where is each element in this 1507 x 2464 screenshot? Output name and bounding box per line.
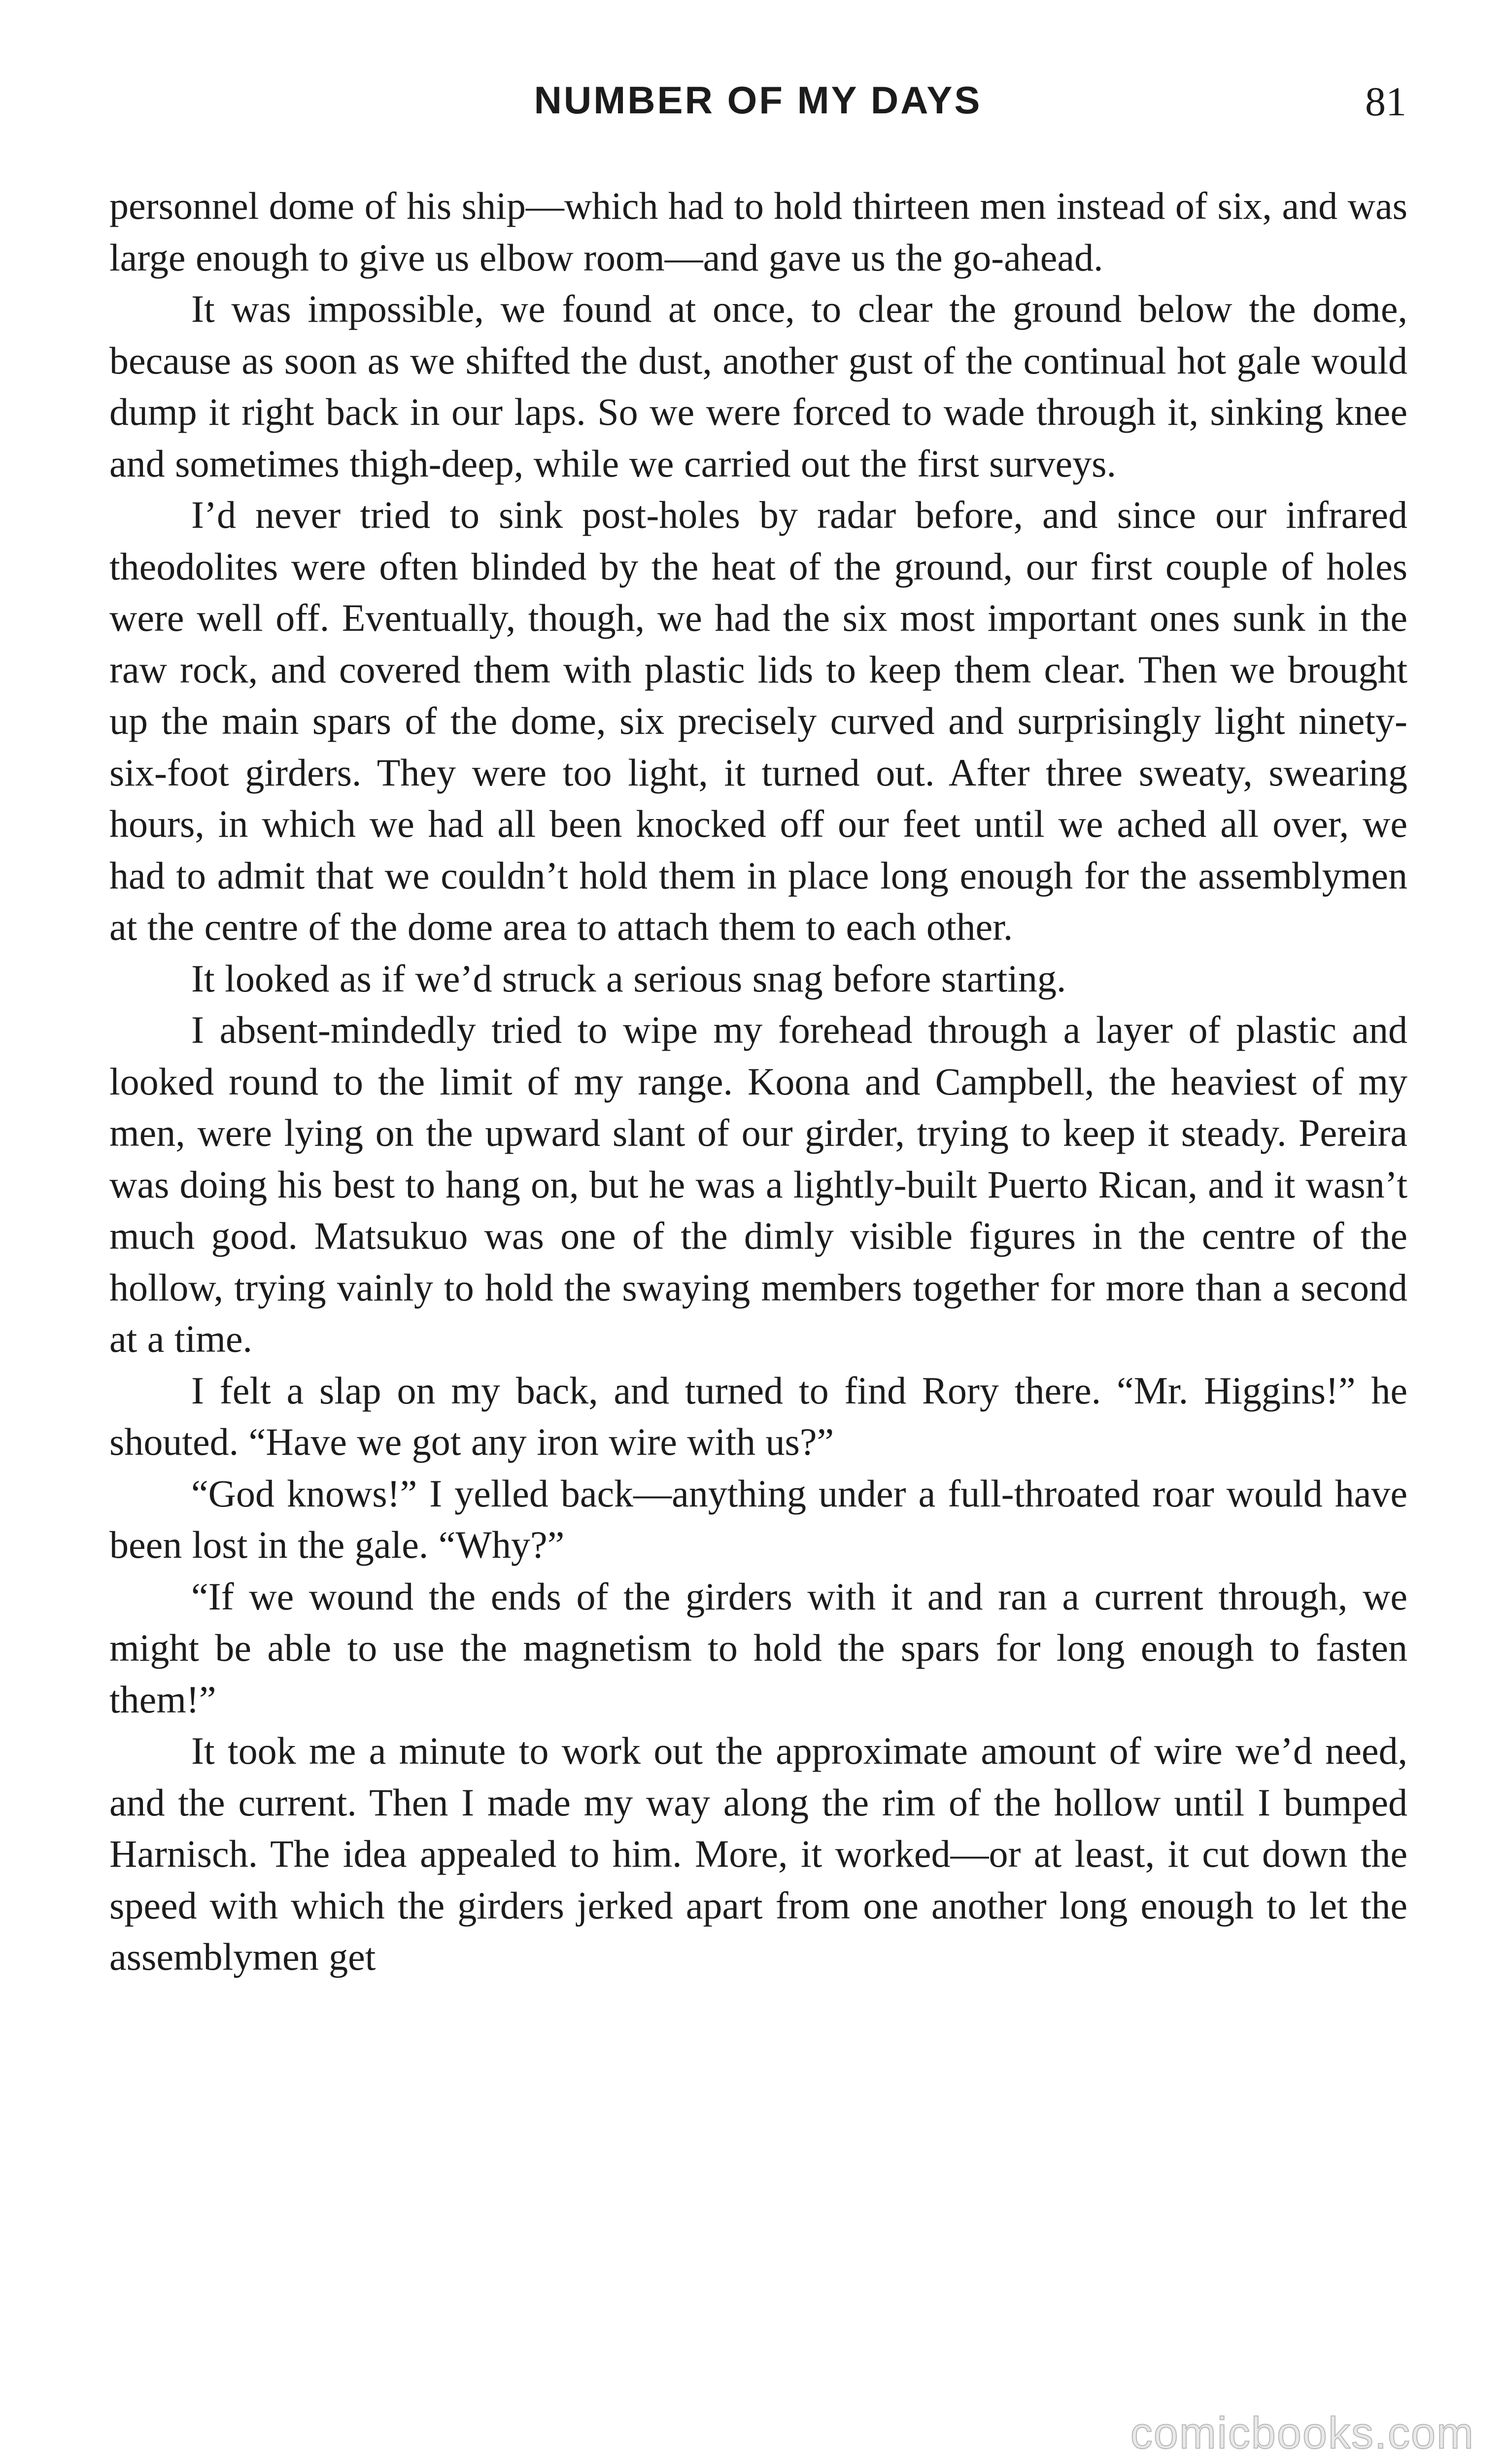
paragraph-9: It took me a minute to work out the approximate amount of wire we’d need, and the current. Then I made my way along the rim of the hollow until I bumped Harnisch. The idea appealed to him. More, it worked—or at least, it cut down the speed with which the girders jerked apart from one another long enough to let the assemblymen get bbox=[109, 1729, 1407, 1978]
paragraph-1: personnel dome of his ship—which had to hold thirteen men instead of six, and was large enough to give us elbow room—and gave us the go-ahead. bbox=[109, 184, 1407, 279]
watermark: comicbooks.com bbox=[1130, 2409, 1474, 2458]
paragraph-5: I absent-mindedly tried to wipe my forehead through a layer of plastic and looked round to the limit of my range. Koona and Campbell, the heaviest of my men, were lying on the upward slant of our girder, trying to keep it steady. Pereira was doing his best to hang on, but he was a lightly-built Puerto Rican, and it wasn’t much good. Matsukuo was one of the dimly visible figures in the centre of the hollow, trying vainly to hold the swaying members together for more than a second at a time. bbox=[109, 1008, 1407, 1360]
running-header bbox=[109, 74, 1406, 133]
paragraph-8: “If we wound the ends of the girders with it and ran a current through, we might be able to use the magnetism to hold the spars for long enough to fasten them!” bbox=[109, 1574, 1407, 1721]
paragraph-6: I felt a slap on my back, and turned to find Rory there. “Mr. Higgins!” he shouted. “Have we got any iron wire with us?” bbox=[109, 1369, 1407, 1463]
page-number: 81 bbox=[1365, 79, 1406, 125]
paragraph-4: It looked as if we’d struck a serious snag before starting. bbox=[191, 957, 1066, 1000]
paragraph-3: I’d never tried to sink post-holes by radar before, and since our infrared theodolites were often blinded by the heat of the ground, our first couple of holes were well off. Eventually, though, we had the six most important ones sunk in the raw rock, and covered them with plastic lids to keep them clear. Then we brought up the main spars of the dome, six precisely curved and surprisingly light ninety-six-foot girders. They were too light, it turned out. After three sweaty, swearing hours, in which we had all been knocked off our feet until we ached all over, we had to admit that we couldn’t hold them in place long enough for the assemblymen at the centre of the dome area to attach them to each other. bbox=[109, 493, 1407, 948]
paragraph-2: It was impossible, we found at once, to clear the ground below the dome, because as soon as we shifted the dust, another gust of the continual hot gale would dump it right back in our laps. So we were forced to wade through it, sinking knee and sometimes thigh-deep, while we carried out the first surveys. bbox=[109, 287, 1407, 485]
paragraph-7: “God knows!” I yelled back—anything under a full-throated roar would have been lost in the gale. “Why?” bbox=[109, 1472, 1407, 1566]
running-title: NUMBER OF MY DAYS bbox=[534, 78, 982, 122]
body-text bbox=[109, 180, 1407, 1983]
